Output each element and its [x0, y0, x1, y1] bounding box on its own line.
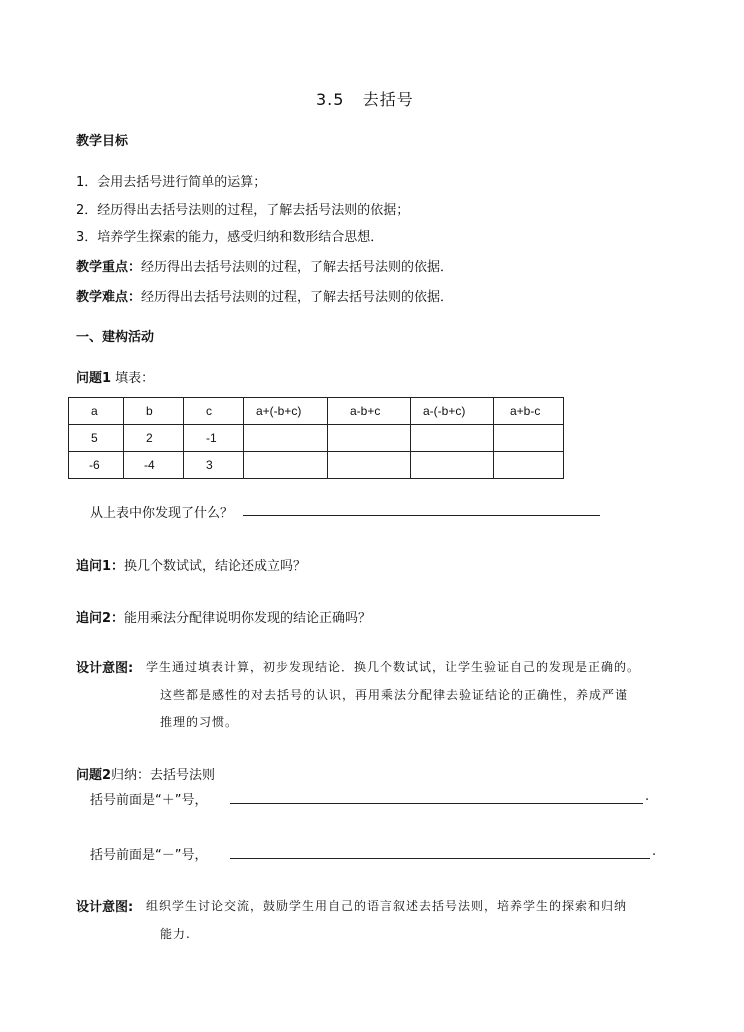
followup-1-label: 追问1： [76, 559, 125, 574]
table-header-cell: a [69, 398, 124, 425]
table-header-cell: a-b+c [328, 398, 411, 425]
design-intent-1-line: 推理的习惯。 [160, 715, 239, 729]
design-intent-1-line: 学生通过填表计算，初步发现结论．换几个数试试，让学生验证自己的发现是正确的。 [146, 660, 641, 674]
design-intent-1-label: 设计意图: [76, 661, 134, 676]
followup-2-label: 追问2： [76, 611, 125, 626]
key-point-label: 教学重点： [76, 260, 142, 275]
followup-1-text: 换几个数试试，结论还成立吗？ [124, 559, 307, 574]
rule-plus-period: . [645, 789, 650, 804]
discover-prompt: 从上表中你发现了什么？ [90, 506, 234, 521]
design-intent-2-line: 能力. [160, 927, 191, 941]
question-2-text: 归纳：去括号法则 [111, 768, 216, 783]
table-cell: 3 [184, 452, 244, 479]
objective-item: 1．会用去括号进行简单的运算； [76, 175, 267, 190]
design-intent-1-line: 这些都是感性的对去括号的认识，再用乘法分配律去验证结论的正确性，养成严谨 [160, 688, 629, 702]
table-cell-blank[interactable] [494, 452, 564, 479]
table-cell: -4 [124, 452, 184, 479]
objectives-heading: 教学目标 [76, 134, 129, 149]
answer-line[interactable] [243, 515, 600, 516]
question-1-text: 填表： [111, 371, 155, 386]
followup-1 [76, 555, 306, 574]
design-intent-2-line: 组织学生讨论交流，鼓励学生用自己的语言叙述去括号法则，培养学生的探索和归纳 [146, 899, 628, 913]
objective-item: 2．经历得出去括号法则的过程，了解去括号法则的依据； [76, 203, 410, 218]
question-2-label: 问题2 [76, 768, 112, 783]
followup-2-text: 能用乘法分配律说明你发现的结论正确吗？ [124, 611, 372, 626]
table-header-row [69, 398, 564, 425]
question-1-label: 问题1 [76, 371, 112, 386]
table-cell-blank[interactable] [328, 425, 411, 452]
section-heading: 一、建构活动 [76, 330, 155, 345]
table-cell: -1 [184, 425, 244, 452]
table-header-cell: a-(-b+c) [411, 398, 494, 425]
key-point-text: 经历得出去括号法则的过程，了解去括号法则的依据． [141, 260, 454, 275]
difficulty [76, 286, 453, 305]
rule-minus: 括号前面是“－”号， [90, 848, 208, 863]
table-header-cell: c [184, 398, 244, 425]
difficulty-label: 教学难点： [76, 290, 142, 305]
table-cell: 2 [124, 425, 184, 452]
fill-table [68, 397, 564, 479]
followup-2 [76, 607, 371, 626]
key-point [76, 256, 453, 275]
page-title: 3.5 去括号 [316, 90, 414, 109]
answer-line[interactable] [230, 803, 643, 804]
table-cell-blank[interactable] [411, 425, 494, 452]
objective-item: 3．培养学生探索的能力，感受归纳和数形结合思想． [76, 230, 384, 245]
table-cell: 5 [69, 425, 124, 452]
table-cell-blank[interactable] [494, 425, 564, 452]
table-row [69, 452, 564, 479]
design-intent-2-label: 设计意图: [76, 900, 134, 915]
table-cell-blank[interactable] [244, 425, 328, 452]
table-cell-blank[interactable] [411, 452, 494, 479]
table-cell-blank[interactable] [328, 452, 411, 479]
table-header-cell: a+(-b+c) [244, 398, 328, 425]
table-cell-blank[interactable] [244, 452, 328, 479]
table-header-cell: a+b-c [494, 398, 564, 425]
difficulty-text: 经历得出去括号法则的过程，了解去括号法则的依据． [141, 290, 454, 305]
rule-plus: 括号前面是“＋”号， [90, 793, 208, 808]
answer-line[interactable] [230, 858, 650, 859]
table-row [69, 425, 564, 452]
table-header-cell: b [124, 398, 184, 425]
question-1 [76, 367, 154, 386]
rule-minus-period: . [652, 844, 657, 859]
question-2 [76, 764, 215, 783]
table-cell: -6 [69, 452, 124, 479]
